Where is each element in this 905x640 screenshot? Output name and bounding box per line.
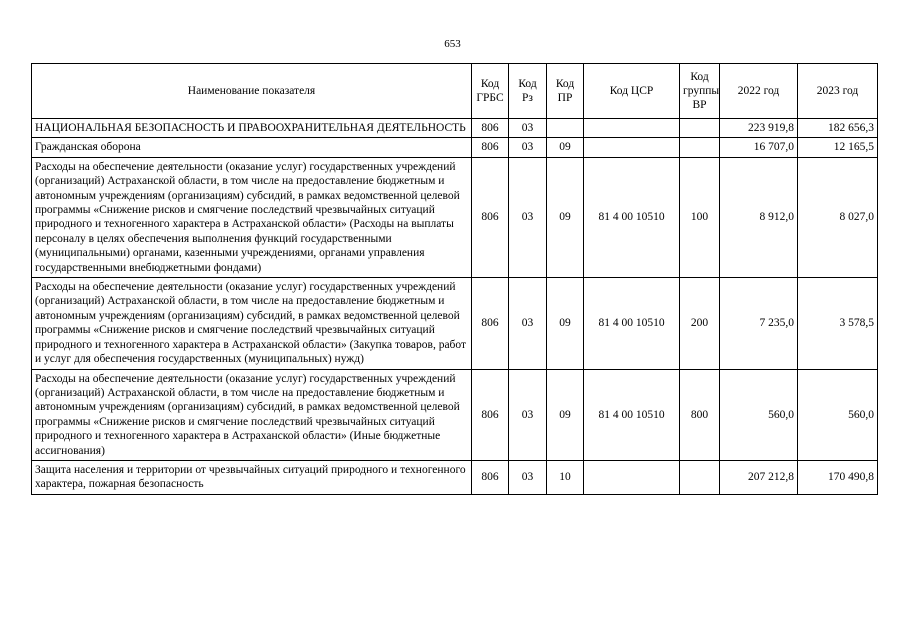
row-name: Расходы на обеспечение деятельности (оказание услуг) государственных учреждений (организаций) Астраханской области, в том числе на предоставление бюджетным и автономным учреждениям (организациям) субсидий, в рамках ведомственной целевой программы «Снижение рисков и смягчение последствий чрезвычайных ситуаций природного и техногенного характера в Астраханской области» (Иные бюджетные ассигнования) xyxy=(32,369,472,460)
row-vr xyxy=(680,138,720,157)
row-grbs: 806 xyxy=(472,460,509,494)
row-rz: 03 xyxy=(509,369,547,460)
row-pr: 09 xyxy=(547,157,584,277)
header-rz: Код Рз xyxy=(509,64,547,119)
row-vr: 200 xyxy=(680,278,720,369)
row-2023: 170 490,8 xyxy=(798,460,878,494)
row-csr xyxy=(584,119,680,138)
table-row xyxy=(32,369,878,460)
row-csr: 81 4 00 10510 xyxy=(584,278,680,369)
row-2023: 8 027,0 xyxy=(798,157,878,277)
row-grbs: 806 xyxy=(472,369,509,460)
row-pr xyxy=(547,119,584,138)
header-pr: Код ПР xyxy=(547,64,584,119)
header-name: Наименование показателя xyxy=(32,64,472,119)
row-2022: 7 235,0 xyxy=(720,278,798,369)
row-grbs: 806 xyxy=(472,157,509,277)
header-grbs: Код ГРБС xyxy=(472,64,509,119)
row-csr xyxy=(584,138,680,157)
row-csr: 81 4 00 10510 xyxy=(584,157,680,277)
row-grbs: 806 xyxy=(472,138,509,157)
row-pr: 09 xyxy=(547,138,584,157)
header-2023: 2023 год xyxy=(798,64,878,119)
table-header-row xyxy=(32,64,878,119)
table-row xyxy=(32,138,878,157)
row-pr: 09 xyxy=(547,278,584,369)
row-grbs: 806 xyxy=(472,278,509,369)
row-2023: 3 578,5 xyxy=(798,278,878,369)
header-csr: Код ЦСР xyxy=(584,64,680,119)
row-vr xyxy=(680,119,720,138)
table-row xyxy=(32,460,878,494)
row-name: Защита населения и территории от чрезвычайных ситуаций природного и техногенного характера, пожарная безопасность xyxy=(32,460,472,494)
row-rz: 03 xyxy=(509,119,547,138)
row-name: Расходы на обеспечение деятельности (оказание услуг) государственных учреждений (организаций) Астраханской области, в том числе на предоставление бюджетным и автономным учреждениям (организациям) субсидий, в рамках ведомственной целевой программы «Снижение рисков и смягчение последствий чрезвычайных ситуаций природного и техногенного характера в Астраханской области» (Расходы на выплаты персоналу в целях обеспечения выполнения функций государственными (муниципальными) органами, казенными учреждениями, органами управления государственными внебюджетными фондами) xyxy=(32,157,472,277)
row-2022: 8 912,0 xyxy=(720,157,798,277)
table-row xyxy=(32,157,878,277)
row-2022: 223 919,8 xyxy=(720,119,798,138)
row-pr: 09 xyxy=(547,369,584,460)
row-rz: 03 xyxy=(509,278,547,369)
row-2023: 12 165,5 xyxy=(798,138,878,157)
row-rz: 03 xyxy=(509,157,547,277)
row-vr: 100 xyxy=(680,157,720,277)
row-rz: 03 xyxy=(509,138,547,157)
row-grbs: 806 xyxy=(472,119,509,138)
row-name: Расходы на обеспечение деятельности (оказание услуг) государственных учреждений (организаций) Астраханской области, в том числе на предоставление бюджетным и автономным учреждениям (организациям) субсидий, в рамках ведомственной целевой программы «Снижение рисков и смягчение последствий чрезвычайных ситуаций природного и техногенного характера в Астраханской области» (Закупка товаров, работ и услуг для обеспечения государственных (муниципальных) нужд) xyxy=(32,278,472,369)
row-2022: 560,0 xyxy=(720,369,798,460)
page-number: 653 xyxy=(444,38,461,50)
table-row xyxy=(32,278,878,369)
budget-table xyxy=(31,63,878,495)
row-csr: 81 4 00 10510 xyxy=(584,369,680,460)
row-2023: 182 656,3 xyxy=(798,119,878,138)
row-name: Гражданская оборона xyxy=(32,138,472,157)
row-rz: 03 xyxy=(509,460,547,494)
row-2022: 16 707,0 xyxy=(720,138,798,157)
row-name: НАЦИОНАЛЬНАЯ БЕЗОПАСНОСТЬ И ПРАВООХРАНИТЕЛЬНАЯ ДЕЯТЕЛЬНОСТЬ xyxy=(32,119,472,138)
header-vr: Код группы ВР xyxy=(680,64,720,119)
row-csr xyxy=(584,460,680,494)
row-2022: 207 212,8 xyxy=(720,460,798,494)
header-2022: 2022 год xyxy=(720,64,798,119)
row-vr xyxy=(680,460,720,494)
row-2023: 560,0 xyxy=(798,369,878,460)
row-pr: 10 xyxy=(547,460,584,494)
row-vr: 800 xyxy=(680,369,720,460)
table-row xyxy=(32,119,878,138)
